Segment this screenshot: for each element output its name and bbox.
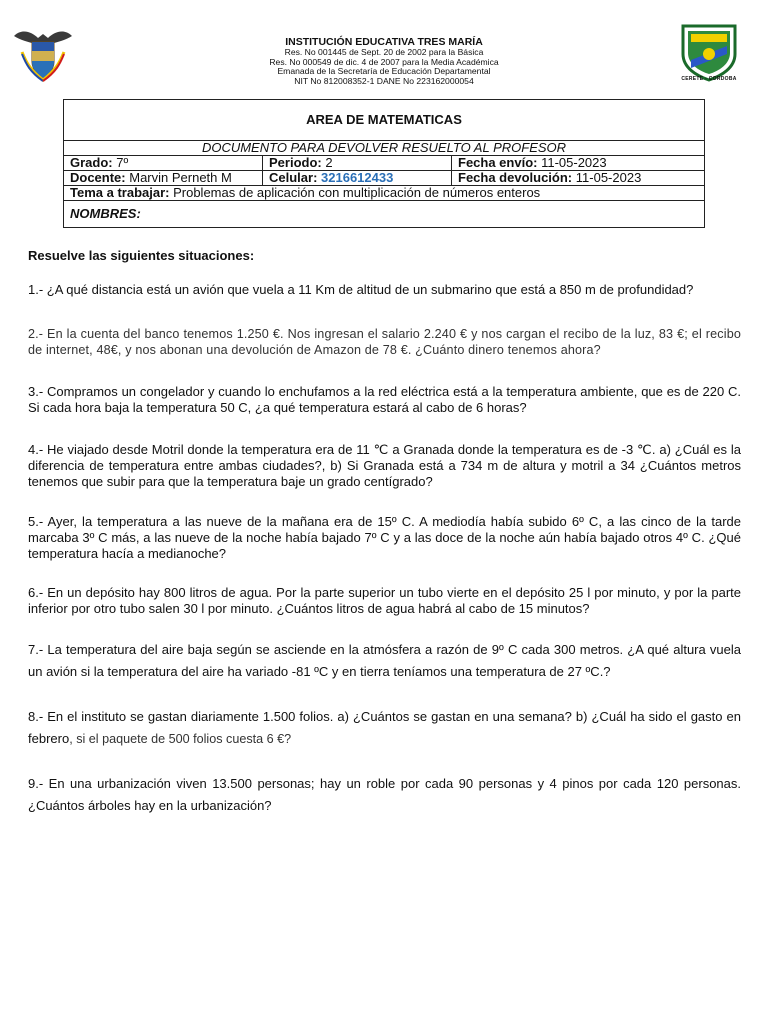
question-8-text: 8.- En el instituto se gastan diariamente 1.500 folios. a) ¿Cuántos se gastan en una semana? b) ¿Cuál ha sido el gasto en febrero [28, 709, 741, 746]
institution-header [180, 37, 588, 86]
question-6: 6.- En un depósito hay 800 litros de agua. Por la parte superior un tubo vierte en el depósito 25 l por minuto, y por la parte inferior por otro tubo salen 30 l por minuto. ¿Cuántos litros de agua habrá al cabo de 15 minutos? [28, 585, 741, 616]
fecha-devolucion-value: 11-05-2023 [575, 170, 642, 185]
grado-cell [64, 156, 263, 171]
tema-cell [64, 186, 705, 201]
question-8 [28, 706, 741, 750]
question-4: 4.- He viajado desde Motril donde la temperatura era de 11 ℃ a Granada donde la temperatura es de -3 ℃. a) ¿Cuál es la diferencia de temperatura entre ambas ciudades?, b) Si Granada está a 734 m de altura y motril a 34 ¿Cuántos metros tenemos que subir para que la temperatura baje un grado centígrado? [28, 442, 741, 489]
info-table [63, 99, 705, 228]
area-title: AREA DE MATEMATICAS [64, 100, 705, 141]
nombres-field[interactable]: NOMBRES: [64, 201, 705, 228]
resolution-media: Res. No 000549 de dic. 4 de 2007 para la Media Académica [269, 56, 499, 67]
question-9: 9.- En una urbanización viven 13.500 personas; hay un roble por cada 90 personas y 4 pinos por cada 120 personas. ¿Cuántos árboles hay en la urbanización? [28, 776, 741, 813]
document-note: DOCUMENTO PARA DEVOLVER RESUELTO AL PROFESOR [64, 141, 705, 156]
docente-label: Docente: [70, 170, 126, 185]
grado-label: Grado: [70, 155, 113, 170]
coat-of-arms-logo [10, 22, 76, 82]
fecha-devolucion-cell [452, 171, 705, 186]
instructions-heading: Resuelve las siguientes situaciones: [28, 248, 255, 263]
question-2: 2.- En la cuenta del banco tenemos 1.250 €. Nos ingresan el salario 2.240 € y nos cargan el recibo de la luz, 83 €; el recibo de internet, 48€, y nos abonan una devolución de Amazon de 78 €. ¿Cuánto dinero tenemos ahora? [28, 327, 741, 357]
question-8-tail: , si el paquete de 500 folios cuesta 6 €? [69, 732, 292, 746]
question-3: 3.- Compramos un congelador y cuando lo enchufamos a la red eléctrica está a la temperatura ambiente, que es de 220 C. Si cada hora baja la temperatura 50 C, ¿a qué temperatura estará al cabo de 6 horas? [28, 384, 741, 415]
periodo-cell [263, 156, 452, 171]
question-7: 7.- La temperatura del aire baja según se asciende en la atmósfera a razón de 9º C cada 300 metros. ¿A qué altura vuela un avión si la temperatura del aire ha variado -81 ºC y en tierra teníamos una temperatura de 27 ºC.? [28, 642, 741, 679]
question-1: 1.- ¿A qué distancia está un avión que vuela a 11 Km de altitud de un submarino que está a 850 m de profundidad? [28, 282, 694, 297]
tema-label: Tema a trabajar: [70, 185, 170, 200]
resolution-basica: Res. No 001445 de Sept. 20 de 2002 para la Básica [284, 47, 484, 57]
school-seal-logo [677, 20, 741, 84]
fecha-devolucion-label: Fecha devolución: [458, 170, 573, 185]
celular-value[interactable]: 3216612433 [321, 170, 394, 185]
secretaria-line: Emanada de la Secretaría de Educación Departamental [277, 66, 491, 77]
question-5: 5.- Ayer, la temperatura a las nueve de la mañana era de 15º C. A mediodía había subido 6º C, a las cinco de la tarde marcaba 3º C más, a las nueve de la noche había bajado 7º C y a las doce de la noche aún había bajado otros 4º C. ¿Qué temperatura hacía a medianoche? [28, 514, 741, 561]
fecha-envio-value: 11-05-2023 [541, 155, 607, 170]
celular-cell [263, 171, 452, 186]
docente-value: Marvin Perneth M [129, 170, 232, 185]
periodo-label: Periodo: [269, 155, 322, 170]
seal-caption: CERETE - CORDOBA [681, 76, 737, 82]
grado-value: 7º [116, 155, 129, 170]
nit-dane-line: NIT No 812008352-1 DANE No 223162000054 [294, 75, 474, 86]
tema-value: Problemas de aplicación con multiplicación de números enteros [173, 185, 541, 200]
celular-label: Celular: [269, 170, 318, 185]
institution-name: INSTITUCIÓN EDUCATIVA TRES MARÍA [285, 36, 483, 48]
fecha-envio-cell [452, 156, 705, 171]
docente-cell [64, 171, 263, 186]
periodo-value: 2 [325, 155, 333, 170]
fecha-envio-label: Fecha envío: [458, 155, 538, 170]
